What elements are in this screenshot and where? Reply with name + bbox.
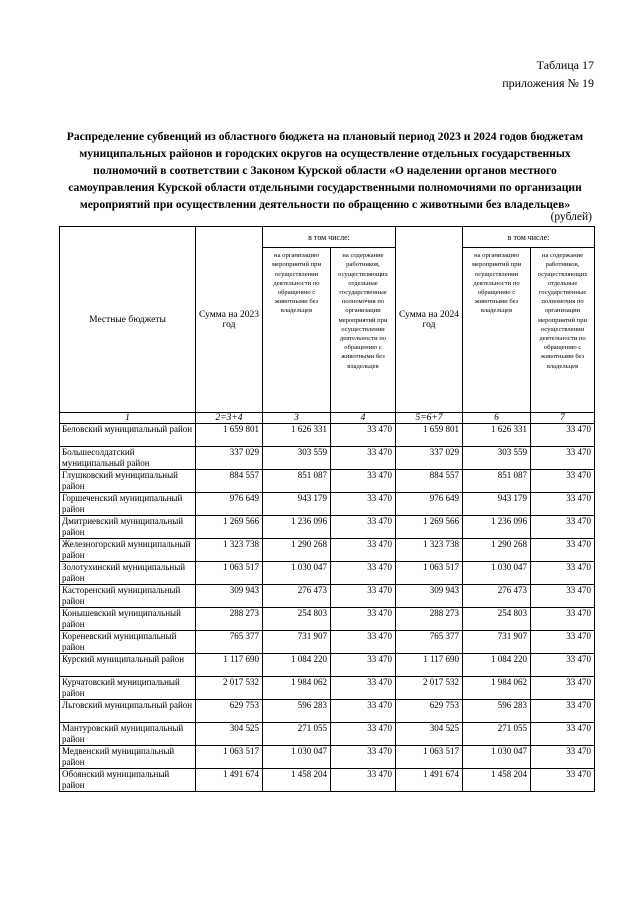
table-row: [60, 723, 595, 746]
table-row: [60, 677, 595, 700]
amount-cell: 33 470: [331, 608, 396, 631]
subsidy-table: [59, 226, 595, 792]
amount-cell: 33 470: [331, 585, 396, 608]
amount-cell: 943 179: [263, 493, 331, 516]
amount-cell: 33 470: [531, 493, 595, 516]
header-organization-2024: на организацию мероприятий при осуществлении деятельности по обращению с животными без владельцев: [463, 248, 531, 413]
amount-cell: 1 269 566: [196, 516, 263, 539]
amount-cell: 1 117 690: [396, 654, 463, 677]
amount-cell: 337 029: [196, 447, 263, 470]
budget-name-cell: Курский муниципальный район: [60, 654, 196, 677]
amount-cell: 1 323 738: [396, 539, 463, 562]
amount-cell: 33 470: [531, 677, 595, 700]
amount-cell: 1 491 674: [196, 769, 263, 792]
unit-label: (рублей): [550, 211, 592, 223]
amount-cell: 765 377: [396, 631, 463, 654]
table-number: Таблица 17: [536, 58, 594, 72]
amount-cell: 33 470: [531, 654, 595, 677]
table-body: [60, 424, 595, 792]
header-local-budgets: Местные бюджеты: [60, 227, 196, 413]
amount-cell: 731 907: [263, 631, 331, 654]
table-row: [60, 700, 595, 723]
amount-cell: 1 290 268: [263, 539, 331, 562]
amount-cell: 1 626 331: [263, 424, 331, 447]
amount-cell: 629 753: [196, 700, 263, 723]
header-organization-2023: на организацию мероприятий при осуществлении деятельности по обращению с животными без владельцев: [263, 248, 331, 413]
header-maintenance-2024: на содержание работников, осуществляющих отдельные государственные полномочия по организации мероприятий при осуществлении деятельности по обращению с животными без владельцев: [531, 248, 595, 413]
amount-cell: 943 179: [463, 493, 531, 516]
header-sum-2023: Сумма на 2023 год: [196, 227, 263, 413]
header-including-2023: в том числе:: [263, 227, 396, 248]
column-number: 4: [331, 413, 396, 424]
amount-cell: 1 323 738: [196, 539, 263, 562]
amount-cell: 1 030 047: [263, 562, 331, 585]
amount-cell: 629 753: [396, 700, 463, 723]
amount-cell: 33 470: [331, 746, 396, 769]
budget-name-cell: Касторенский муниципальный район: [60, 585, 196, 608]
budget-name-cell: Обоянский муниципальный район: [60, 769, 196, 792]
budget-name-cell: Беловский муниципальный район: [60, 424, 196, 447]
amount-cell: 33 470: [331, 516, 396, 539]
amount-cell: 309 943: [196, 585, 263, 608]
amount-cell: 33 470: [531, 723, 595, 746]
budget-name-cell: Льговский муниципальный район: [60, 700, 196, 723]
header-sum-2024: Сумма на 2024 год: [396, 227, 463, 413]
table-row: [60, 654, 595, 677]
amount-cell: 33 470: [331, 654, 396, 677]
amount-cell: 1 269 566: [396, 516, 463, 539]
amount-cell: 33 470: [531, 585, 595, 608]
amount-cell: 33 470: [331, 769, 396, 792]
budget-name-cell: Медвенский муниципальный район: [60, 746, 196, 769]
table-row: [60, 608, 595, 631]
amount-cell: 976 649: [196, 493, 263, 516]
budget-name-cell: Мантуровский муниципальный район: [60, 723, 196, 746]
amount-cell: 1 063 517: [396, 562, 463, 585]
amount-cell: 33 470: [531, 447, 595, 470]
budget-name-cell: Курчатовский муниципальный район: [60, 677, 196, 700]
amount-cell: 2 017 532: [196, 677, 263, 700]
amount-cell: 1 626 331: [463, 424, 531, 447]
budget-name-cell: Горшеченский муниципальный район: [60, 493, 196, 516]
column-number-row: [60, 413, 595, 424]
column-number: 5=6+7: [396, 413, 463, 424]
amount-cell: 765 377: [196, 631, 263, 654]
amount-cell: 33 470: [531, 516, 595, 539]
amount-cell: 33 470: [331, 700, 396, 723]
amount-cell: 851 087: [463, 470, 531, 493]
amount-cell: 1 063 517: [196, 562, 263, 585]
amount-cell: 2 017 532: [396, 677, 463, 700]
amount-cell: 1 117 690: [196, 654, 263, 677]
amount-cell: 309 943: [396, 585, 463, 608]
amount-cell: 33 470: [531, 562, 595, 585]
amount-cell: 254 803: [263, 608, 331, 631]
amount-cell: 976 649: [396, 493, 463, 516]
amount-cell: 1 984 062: [463, 677, 531, 700]
amount-cell: 596 283: [463, 700, 531, 723]
amount-cell: 304 525: [196, 723, 263, 746]
budget-name-cell: Глушковский муниципальный район: [60, 470, 196, 493]
table-row: [60, 746, 595, 769]
amount-cell: 33 470: [531, 700, 595, 723]
amount-cell: 1 491 674: [396, 769, 463, 792]
amount-cell: 1 659 801: [196, 424, 263, 447]
amount-cell: 33 470: [331, 447, 396, 470]
amount-cell: 596 283: [263, 700, 331, 723]
amount-cell: 1 984 062: [263, 677, 331, 700]
table-row: [60, 516, 595, 539]
amount-cell: 33 470: [331, 470, 396, 493]
amount-cell: 303 559: [463, 447, 531, 470]
table-row: [60, 424, 595, 447]
amount-cell: 254 803: [463, 608, 531, 631]
table-row: [60, 585, 595, 608]
budget-name-cell: Дмитриевский муниципальный район: [60, 516, 196, 539]
header-maintenance-2023: на содержание работников, осуществляющих отдельные государственные полномочия по организации мероприятий при осуществлении деятельности по обращению с животными без владельцев: [331, 248, 396, 413]
amount-cell: 288 273: [396, 608, 463, 631]
table-row: [60, 562, 595, 585]
table-row: [60, 447, 595, 470]
table-row: [60, 539, 595, 562]
amount-cell: 33 470: [531, 631, 595, 654]
header-including-2024: в том числе:: [463, 227, 595, 248]
amount-cell: 1 236 096: [263, 516, 331, 539]
amount-cell: 1 063 517: [196, 746, 263, 769]
amount-cell: 276 473: [263, 585, 331, 608]
amount-cell: 884 557: [396, 470, 463, 493]
amount-cell: 33 470: [531, 746, 595, 769]
amount-cell: 33 470: [331, 723, 396, 746]
amount-cell: 276 473: [463, 585, 531, 608]
budget-name-cell: Большесолдатский муниципальный район: [60, 447, 196, 470]
budget-name-cell: Золотухинский муниципальный район: [60, 562, 196, 585]
table-row: [60, 769, 595, 792]
table-row: [60, 493, 595, 516]
table-row: [60, 631, 595, 654]
amount-cell: 1 458 204: [463, 769, 531, 792]
document-title: Распределение субвенций из областного бюджета на плановый период 2023 и 2024 годов бюджетам муниципальных районов и городских округов на осуществление отдельных государственных полномочий в соответствии с Законом Курской области «О наделении органов местного самоуправления Курской области отдельными государственными полномочиями по организации мероприятий при осуществлении деятельности по обращению с животными без владельцев»: [66, 130, 584, 211]
amount-cell: 1 030 047: [463, 562, 531, 585]
amount-cell: 1 458 204: [263, 769, 331, 792]
column-number: 2=3+4: [196, 413, 263, 424]
amount-cell: 33 470: [331, 631, 396, 654]
amount-cell: 1 030 047: [463, 746, 531, 769]
amount-cell: 33 470: [331, 539, 396, 562]
budget-name-cell: Конышевский муниципальный район: [60, 608, 196, 631]
amount-cell: 884 557: [196, 470, 263, 493]
amount-cell: 33 470: [331, 677, 396, 700]
appendix-reference: приложения № 19: [502, 76, 594, 90]
amount-cell: 33 470: [531, 539, 595, 562]
amount-cell: 1 063 517: [396, 746, 463, 769]
amount-cell: 33 470: [531, 424, 595, 447]
amount-cell: 288 273: [196, 608, 263, 631]
amount-cell: 1 084 220: [263, 654, 331, 677]
amount-cell: 1 030 047: [263, 746, 331, 769]
column-number: 1: [60, 413, 196, 424]
amount-cell: 33 470: [531, 608, 595, 631]
budget-name-cell: Железногорский муниципальный район: [60, 539, 196, 562]
amount-cell: 337 029: [396, 447, 463, 470]
amount-cell: 33 470: [531, 769, 595, 792]
table-row: [60, 470, 595, 493]
amount-cell: 851 087: [263, 470, 331, 493]
budget-name-cell: Кореневский муниципальный район: [60, 631, 196, 654]
amount-cell: 33 470: [331, 424, 396, 447]
column-number: 6: [463, 413, 531, 424]
amount-cell: 33 470: [331, 493, 396, 516]
column-number: 3: [263, 413, 331, 424]
amount-cell: 271 055: [263, 723, 331, 746]
amount-cell: 304 525: [396, 723, 463, 746]
amount-cell: 33 470: [331, 562, 396, 585]
amount-cell: 271 055: [463, 723, 531, 746]
column-number: 7: [531, 413, 595, 424]
amount-cell: 33 470: [531, 470, 595, 493]
amount-cell: 1 236 096: [463, 516, 531, 539]
amount-cell: 1 290 268: [463, 539, 531, 562]
amount-cell: 1 084 220: [463, 654, 531, 677]
amount-cell: 1 659 801: [396, 424, 463, 447]
amount-cell: 731 907: [463, 631, 531, 654]
amount-cell: 303 559: [263, 447, 331, 470]
